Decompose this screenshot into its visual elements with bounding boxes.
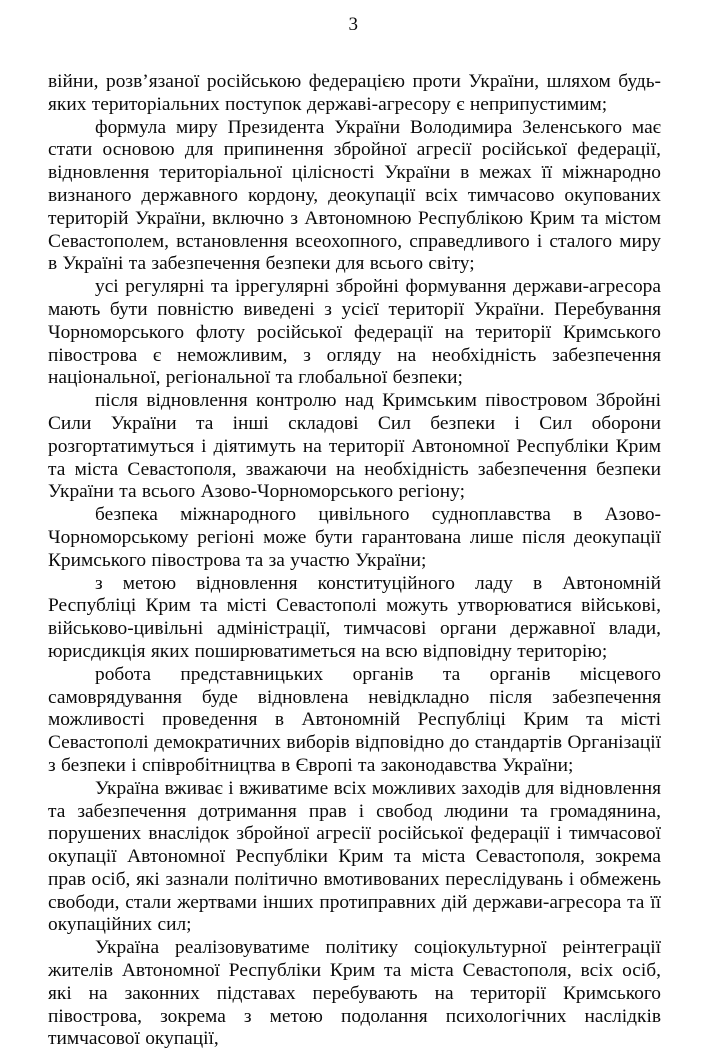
paragraph: робота представницьких органів та органів місцевого самоврядування буде відновлена невідкладно після забезпечення можливості проведення в Автономній Республіці Крим та місті Севастополі демократичних виборів відповідно до стандартів Організації з безпеки і співробітництва в Європі та законодавства України;	[48, 663, 661, 776]
paragraph: з метою відновлення конституційного ладу в Автономній Республіці Крим та місті Севастополі можуть утворюватися військові, військово-цивільні адміністрації, тимчасові органи державної влади, юрисдикція яких поширюватиметься на всю відповідну територію;	[48, 572, 661, 662]
document-body	[48, 71, 661, 1051]
paragraph-continuation: війни, розв’язаної російською федерацією проти України, шляхом будь-яких територіальних поступок державі-агресору є неприпустимим;	[48, 71, 661, 115]
paragraph: формула миру Президента України Володимира Зеленського має стати основою для припинення збройної агресії російської федерації, відновлення територіальної цілісності України в межах її міжнародно визнаного державного кордону, деокупації всіх тимчасово окупованих територій України, включно з Автономною Республікою Крим та містом Севастополем, встановлення всеохопного, справедливого і сталого миру в Україні та забезпечення безпеки для всього світу;	[48, 116, 661, 275]
paragraph: після відновлення контролю над Кримським півостровом Збройні Сили України та інші складові Сил безпеки і Сил оборони розгортатимуться і діятимуть на території Автономної Республіки Крим та міста Севастополя, зважаючи на необхідність забезпечення безпеки України та всього Азово-Чорноморського регіону;	[48, 390, 661, 503]
paragraph: безпека міжнародного цивільного судноплавства в Азово-Чорноморському регіоні може бути гарантована лише після деокупації Кримського півострова та за участю України;	[48, 504, 661, 571]
paragraph: Україна вживає і вживатиме всіх можливих заходів для відновлення та забезпечення дотримання прав і свобод людини та громадянина, порушених внаслідок збройної агресії російської федерації і тимчасової окупації Автономної Республіки Крим та міста Севастополя, зокрема прав осіб, які зазнали політично вмотивованих переслідувань і обмежень свободи, стали жертвами інших протиправних дій держави-агресора та її окупаційних сил;	[48, 777, 661, 936]
paragraph: Україна реалізовуватиме політику соціокультурної реінтеграції жителів Автономної Республіки Крим та міста Севастополя, всіх осіб, які на законних підставах перебувають на території Кримського півострова, зокрема з метою подолання психологічних наслідків тимчасової окупації,	[48, 937, 661, 1050]
page-number: 3	[348, 14, 359, 35]
paragraph: усі регулярні та іррегулярні збройні формування держави-агресора мають бути повністю виведені з усієї території України. Перебування Чорноморського флоту російської федерації на території Кримського півострова є неможливим, з огляду на необхідність забезпечення національної, регіональної та глобальної безпеки;	[48, 276, 661, 389]
